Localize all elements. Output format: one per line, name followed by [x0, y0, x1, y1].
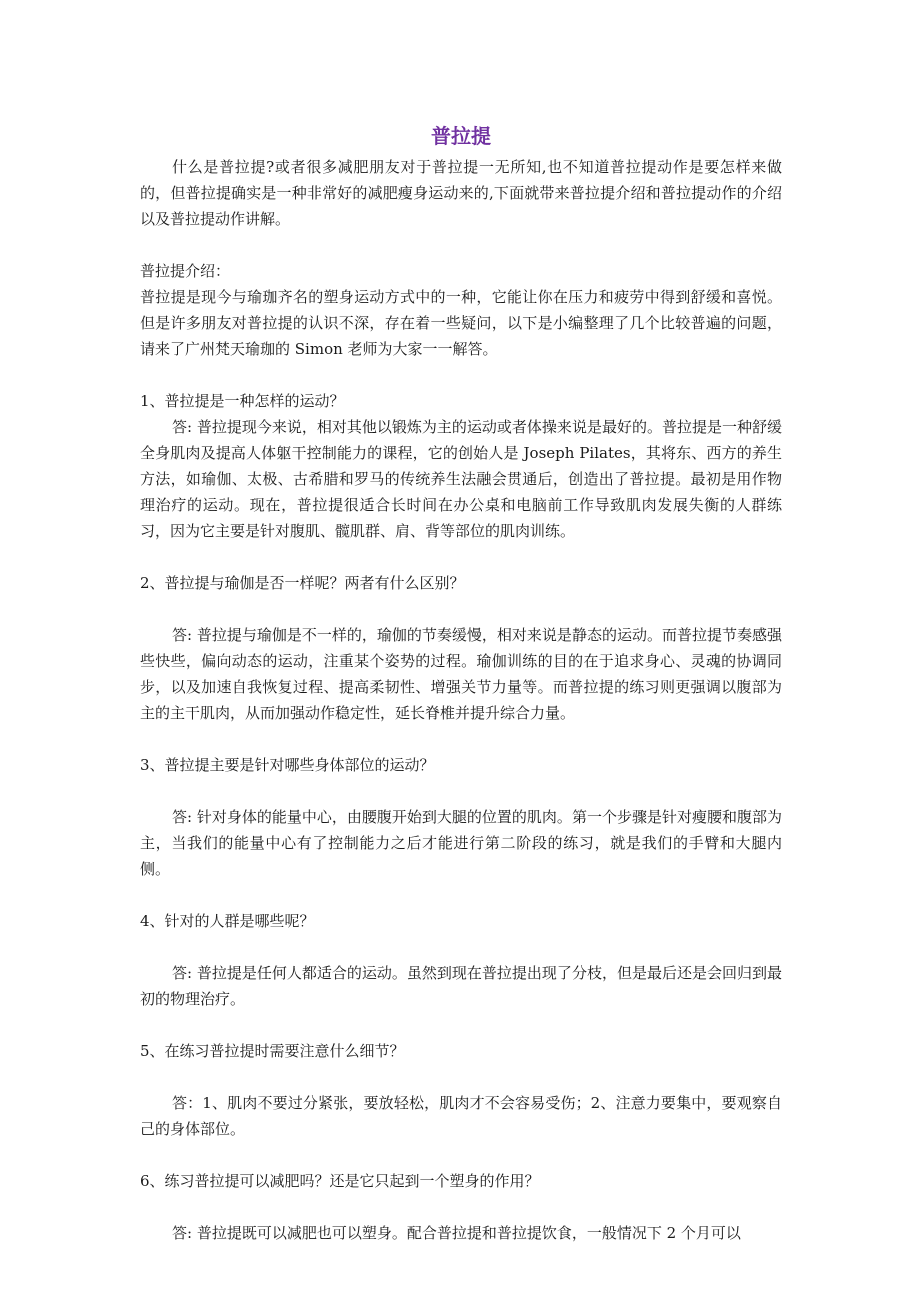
answer-3: 答: 针对身体的能量中心，由腰腹开始到大腿的位置的肌肉。第一个步骤是针对瘦腰和腹部为主，当我们的能量中心有了控制能力之后才能进行第二阶段的练习，就是我们的手臂和大腿内侧。: [140, 808, 782, 878]
spacer: [140, 934, 782, 960]
spacer: [140, 544, 782, 570]
answer-6: 答: 普拉提既可以减肥也可以塑身。配合普拉提和普拉提饮食，一般情况下 2 个月可以: [172, 1224, 741, 1242]
question-6: 6、练习普拉提可以减肥吗？还是它只起到一个塑身的作用？: [140, 1172, 540, 1190]
question-4: 4、针对的人群是哪些呢？: [140, 912, 315, 930]
spacer: [140, 882, 782, 908]
question-2: 2、普拉提与瑜伽是否一样呢？两者有什么区别？: [140, 574, 465, 592]
document-title: 普拉提: [431, 124, 491, 148]
question-3: 3、普拉提主要是针对哪些身体部位的运动？: [140, 756, 435, 774]
answer-5: 答：1、肌肉不要过分紧张，要放轻松，肌肉才不会容易受伤；2、注意力要集中，要观察自己的身体部位。: [140, 1094, 782, 1138]
intro-paragraph: 什么是普拉提?或者很多减肥朋友对于普拉提一无所知,也不知道普拉提动作是要怎样来做的，但普拉提确实是一种非常好的减肥瘦身运动来的,下面就带来普拉提介绍和普拉提动作的介绍以及普拉提动作讲解。: [140, 158, 782, 228]
answer-1: 答: 普拉提现今来说，相对其他以锻炼为主的运动或者体操来说是最好的。普拉提是一种舒缓全身肌肉及提高人体躯干控制能力的课程，它的创始人是 Joseph Pilates，其将东、西方的养生方法，如瑜伽、太极、古希腊和罗马的传统养生法融会贯通后，创造出了普拉提。最初是用作物理治疗的运动。现在，普拉提很适合长时间在办公桌和电脑前工作导致肌肉发展失衡的人群练习，因为它主要是针对腹肌、髋肌群、肩、背等部位的肌肉训练。: [140, 418, 782, 540]
question-1: 1、普拉提是一种怎样的运动？: [140, 392, 345, 410]
section-heading: 普拉提介绍：: [140, 262, 231, 280]
answer-2: 答: 普拉提与瑜伽是不一样的，瑜伽的节奏缓慢，相对来说是静态的运动。而普拉提节奏感强些快些，偏向动态的运动，注重某个姿势的过程。瑜伽训练的目的在于追求身心、灵魂的协调同步，以及加速自我恢复过程、提高柔韧性、增强关节力量等。而普拉提的练习则更强调以腹部为主的主干肌肉，从而加强动作稳定性，延长脊椎并提升综合力量。: [140, 626, 782, 722]
spacer: [140, 778, 782, 804]
spacer: [140, 726, 782, 752]
spacer: [140, 362, 782, 388]
spacer: [140, 596, 782, 622]
document-page: [140, 118, 782, 1246]
spacer: [140, 1194, 782, 1220]
section-paragraph: 普拉提是现今与瑜珈齐名的塑身运动方式中的一种，它能让你在压力和疲劳中得到舒缓和喜悦。但是许多朋友对普拉提的认识不深，存在着一些疑问，以下是小编整理了几个比较普遍的问题，请来了广州梵天瑜珈的 Simon 老师为大家一一解答。: [140, 288, 782, 358]
spacer: [140, 1142, 782, 1168]
answer-4: 答: 普拉提是任何人都适合的运动。虽然到现在普拉提出现了分枝，但是最后还是会回归到最初的物理治疗。: [140, 964, 782, 1008]
spacer: [140, 1064, 782, 1090]
spacer: [140, 1012, 782, 1038]
question-5: 5、在练习普拉提时需要注意什么细节？: [140, 1042, 405, 1060]
spacer: [140, 232, 782, 258]
